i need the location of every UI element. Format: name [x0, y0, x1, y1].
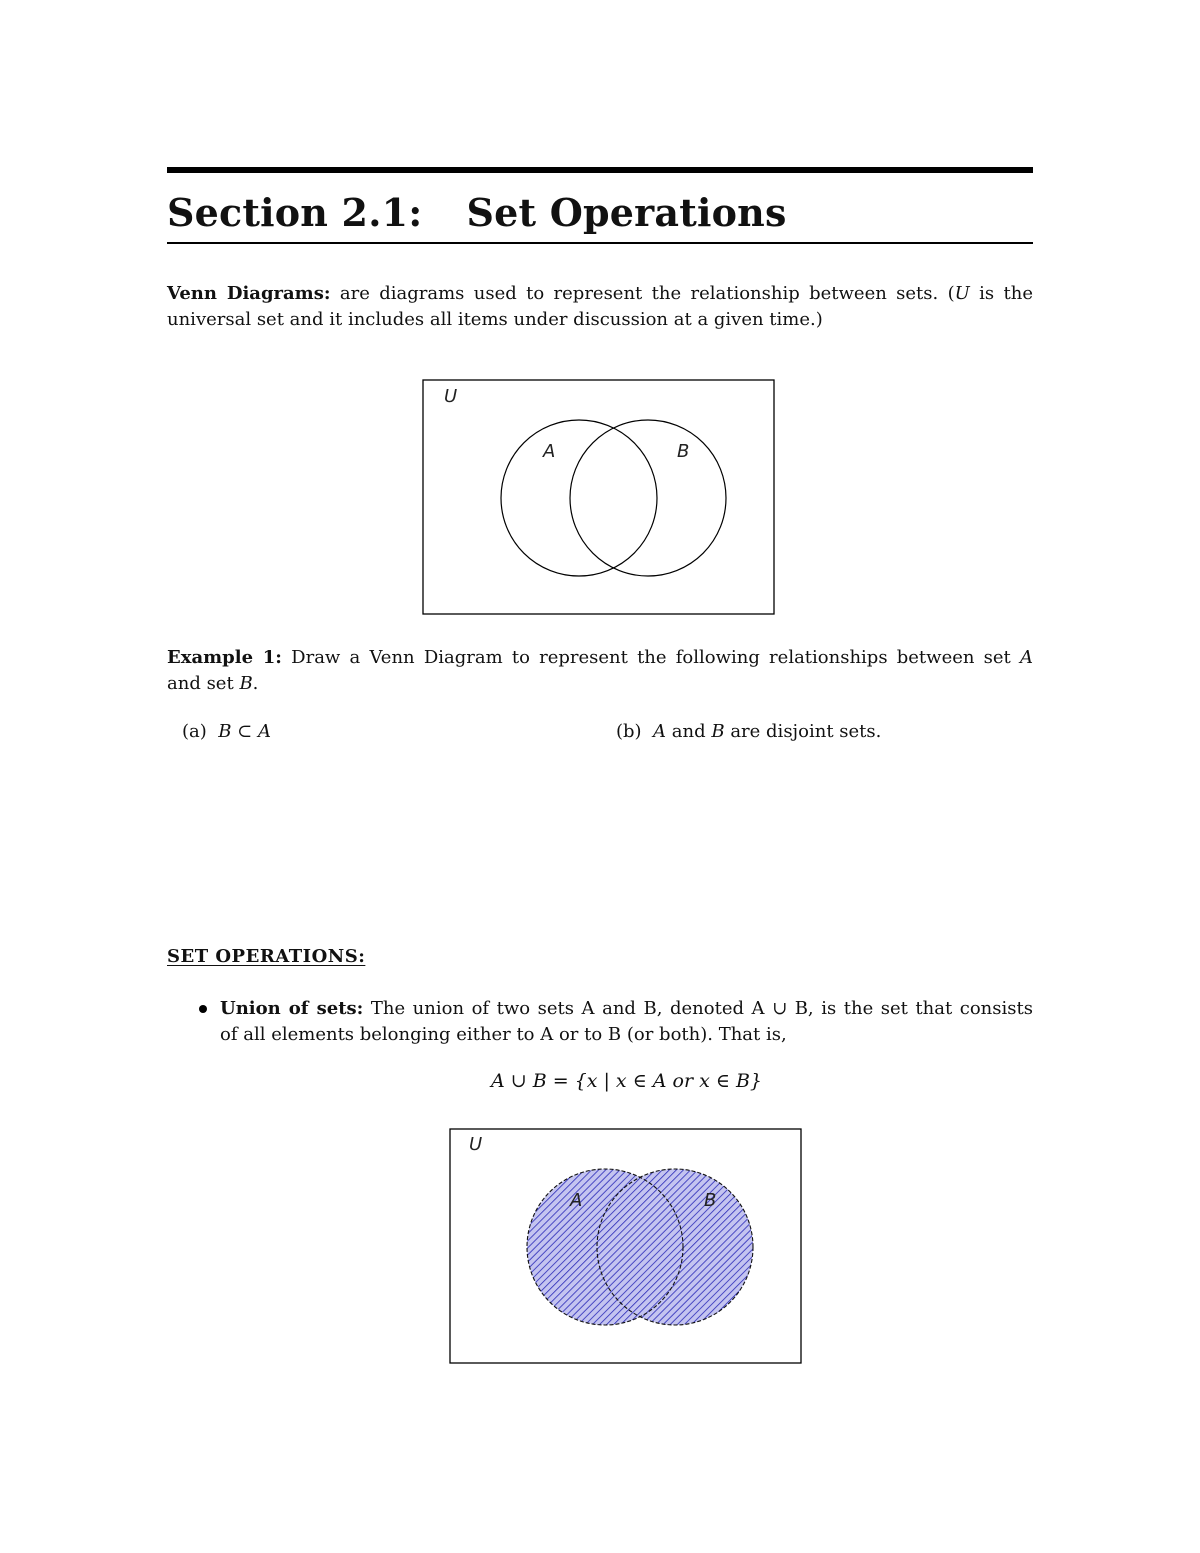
example-1-label: Example 1:	[167, 647, 282, 668]
top-rule	[167, 167, 1033, 173]
venn-intro-text: are diagrams used to represent the relationship between sets. (	[339, 283, 955, 304]
venn-intro-line-1	[167, 281, 1033, 307]
section-number: Section 2.1:	[167, 190, 423, 235]
universe-label-2: U	[469, 1134, 483, 1155]
universal-set-symbol: U	[954, 283, 970, 304]
union-line-2: of all elements belonging either to A or to B (or both). That is,	[220, 1024, 787, 1045]
union-formula: A ∪ B = {x | x ∈ A or x ∈ B}	[490, 1070, 763, 1092]
union-bullet	[199, 1005, 207, 1013]
venn-intro-tail: is the	[969, 283, 1033, 304]
union-text-1: The union of two sets A and B, denoted A ∪ B, is the set that consists	[370, 998, 1033, 1019]
example-1-paragraph	[167, 645, 1033, 697]
title-underline-rule	[167, 242, 1033, 244]
set-b-label: B	[677, 441, 690, 462]
union-term: Union of sets:	[220, 998, 364, 1019]
example-1-line-2	[167, 671, 1033, 697]
part-b-label: (b)	[616, 721, 642, 742]
venn-term: Venn Diagrams:	[167, 283, 331, 304]
set-a-label-2: A	[570, 1190, 583, 1211]
example-part-a	[182, 721, 271, 742]
section-name: Set Operations	[466, 190, 787, 235]
set-operations-heading: SET OPERATIONS:	[167, 946, 366, 967]
venn-intro-line-2: universal set and it includes all items under discussion at a given time.)	[167, 309, 823, 330]
set-b-label-2: B	[704, 1190, 717, 1211]
example-1-line-1	[167, 645, 1033, 671]
universe-rectangle	[423, 380, 774, 614]
union-definition	[220, 996, 1033, 1048]
union-shading-b	[597, 1169, 753, 1325]
example-part-b	[616, 721, 881, 742]
set-a-label: A	[543, 441, 556, 462]
example-1-set-b: B	[239, 673, 253, 694]
example-1-set-a: A	[1020, 647, 1033, 668]
example-1-line-2-text: and set	[167, 673, 234, 694]
set-a-circle	[501, 420, 657, 576]
part-a-label: (a)	[182, 721, 207, 742]
part-a-expression: B ⊂ A	[218, 721, 271, 742]
example-1-period: .	[252, 673, 259, 694]
part-b-and: and	[671, 721, 706, 742]
venn-intro-paragraph	[167, 281, 1033, 333]
set-b-circle	[570, 420, 726, 576]
universe-label: U	[444, 386, 458, 407]
union-line-1	[220, 996, 1033, 1022]
part-b-set-a: A	[653, 721, 667, 742]
venn-diagram-basic	[422, 379, 776, 616]
part-b-text: are disjoint sets.	[730, 721, 882, 742]
venn-diagram-union	[449, 1128, 803, 1365]
example-1-text: Draw a Venn Diagram to represent the following relationships between set	[291, 647, 1011, 668]
section-title	[167, 190, 787, 235]
part-b-set-b: B	[711, 721, 725, 742]
